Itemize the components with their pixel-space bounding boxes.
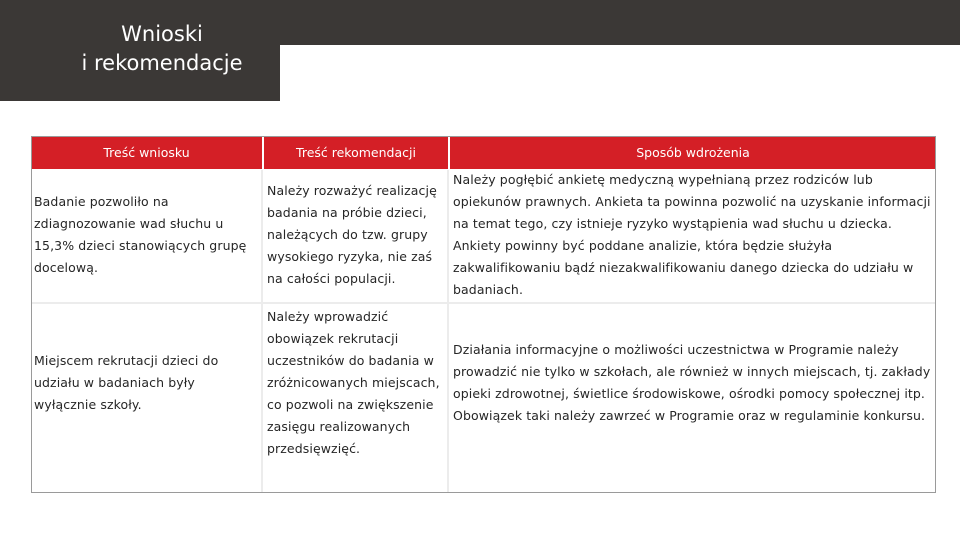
- cell-finding: Miejscem rekrutacji dzieci do udziału w badaniach były wyłącznie szkoły.: [31, 302, 263, 463]
- column-divider: [261, 170, 263, 492]
- table-row: [31, 302, 936, 463]
- slide-title: [44, 20, 280, 78]
- findings-table: [31, 136, 936, 463]
- cell-recommendation: Należy wprowadzić obowiązek rekrutacji uczestników do badania w zróżnicowanych miejscach, co pozwoli na zwiększenie zasięgu realizowanych przedsięwzięć.: [263, 302, 449, 463]
- cell-implementation: Należy pogłębić ankietę medyczną wypełnianą przez rodziców lub opiekunów prawnych. Ankieta ta powinna pozwolić na uzyskanie informacji na temat tego, czy istnieje ryzyko wystąpienia wad słuchu u dziecka. Ankiety powinny być poddane analizie, która będzie służyła zakwalifikowaniu bądź niezakwalifikowaniu danego dziecka do udziału w badaniach.: [449, 169, 936, 302]
- header-implementation: Sposób wdrożenia: [449, 136, 936, 169]
- table-header-row: [31, 136, 936, 169]
- slide-title-line-2: i rekomendacje: [81, 51, 243, 75]
- row-divider: [31, 302, 936, 304]
- cell-implementation: Działania informacyjne o możliwości uczestnictwa w Programie należy prowadzić nie tylko w szkołach, ale również w innych miejscach, tj. zakłady opieki zdrowotnej, świetlice środowiskowe, ośrodki pomocy społecznej itp. Obowiązek taki należy zawrzeć w Programie oraz w regulaminie konkursu.: [449, 302, 936, 463]
- cell-recommendation: Należy rozważyć realizację badania na próbie dzieci, należących do tzw. grupy wysokiego ryzyka, nie zaś na całości populacji.: [263, 169, 449, 302]
- column-divider: [447, 170, 449, 492]
- header-recommendation: Treść rekomendacji: [263, 136, 449, 169]
- cell-finding: Badanie pozwoliło na zdiagnozowanie wad słuchu u 15,3% dzieci stanowiących grupę docelową.: [31, 169, 263, 302]
- slide-title-line-1: Wnioski: [121, 22, 203, 46]
- table-row: [31, 169, 936, 302]
- header-finding: Treść wniosku: [31, 136, 263, 169]
